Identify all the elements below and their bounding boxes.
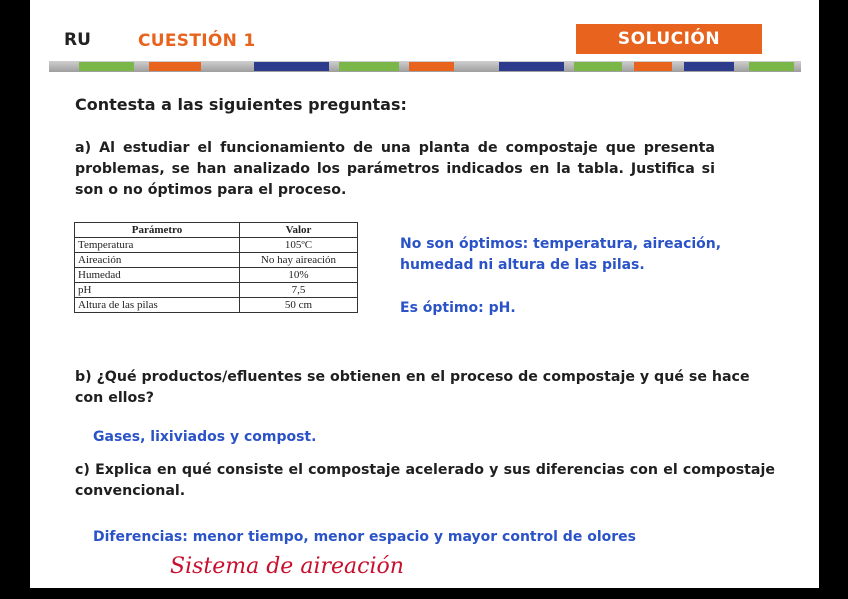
answer-a-not-optimal: No son óptimos: temperatura, aireación, humedad ni altura de las pilas. <box>400 236 722 273</box>
stripe-segment <box>634 62 672 71</box>
stripe-segment <box>339 62 399 71</box>
handwritten-note <box>170 545 510 581</box>
table-row <box>75 238 358 253</box>
answer-c: Diferencias: menor tiempo, menor espacio y mayor control de olores <box>93 529 636 545</box>
instructions-heading: Contesta a las siguientes preguntas: <box>75 95 407 114</box>
parameter-value: 10% <box>240 268 358 283</box>
table-row <box>75 253 358 268</box>
parameter-name: Aireación <box>75 253 240 268</box>
parameters-table <box>74 222 358 313</box>
parameter-value: No hay aireación <box>240 253 358 268</box>
parameter-value: 7,5 <box>240 283 358 298</box>
table-header-row <box>75 223 358 238</box>
answer-b: Gases, lixiviados y compost. <box>93 429 317 445</box>
stripe-segment <box>574 62 622 71</box>
answer-a-optimal: Es óptimo: pH. <box>400 300 516 316</box>
parameter-name: Humedad <box>75 268 240 283</box>
table-row <box>75 268 358 283</box>
stripe-segment <box>409 62 454 71</box>
stripe-segment <box>749 62 794 71</box>
parameter-value: 105ºC <box>240 238 358 253</box>
course-code: RU <box>64 30 91 50</box>
stripe-segment <box>149 62 201 71</box>
table-row <box>75 283 358 298</box>
parameter-name: pH <box>75 283 240 298</box>
decorative-stripe <box>49 61 801 72</box>
stripe-segment <box>684 62 734 71</box>
table-row <box>75 298 358 313</box>
column-header-parametro: Parámetro <box>75 223 240 238</box>
column-header-valor: Valor <box>240 223 358 238</box>
stripe-segment <box>254 62 329 71</box>
question-title: CUESTIÓN 1 <box>138 31 256 51</box>
parameter-name: Altura de las pilas <box>75 298 240 313</box>
question-b-text: b) ¿Qué productos/efluentes se obtienen en el proceso de compostaje y qué se hace con ellos? <box>75 369 750 406</box>
parameter-value: 50 cm <box>240 298 358 313</box>
stripe-segment <box>499 62 564 71</box>
question-a-text: a) Al estudiar el funcionamiento de una planta de compostaje que presenta problemas, se han analizado los parámetros indicados en la tabla. Justifica si son o no óptimos para el proceso. <box>75 140 715 198</box>
solucion-button[interactable]: SOLUCIÓN <box>576 24 762 54</box>
stripe-segment <box>79 62 134 71</box>
question-c-text: c) Explica en qué consiste el compostaje acelerado y sus diferencias con el compostaje convencional. <box>75 462 775 499</box>
parameter-name: Temperatura <box>75 238 240 253</box>
slide <box>30 0 819 588</box>
handwritten-note-text: Sistema de aireación <box>170 554 404 579</box>
